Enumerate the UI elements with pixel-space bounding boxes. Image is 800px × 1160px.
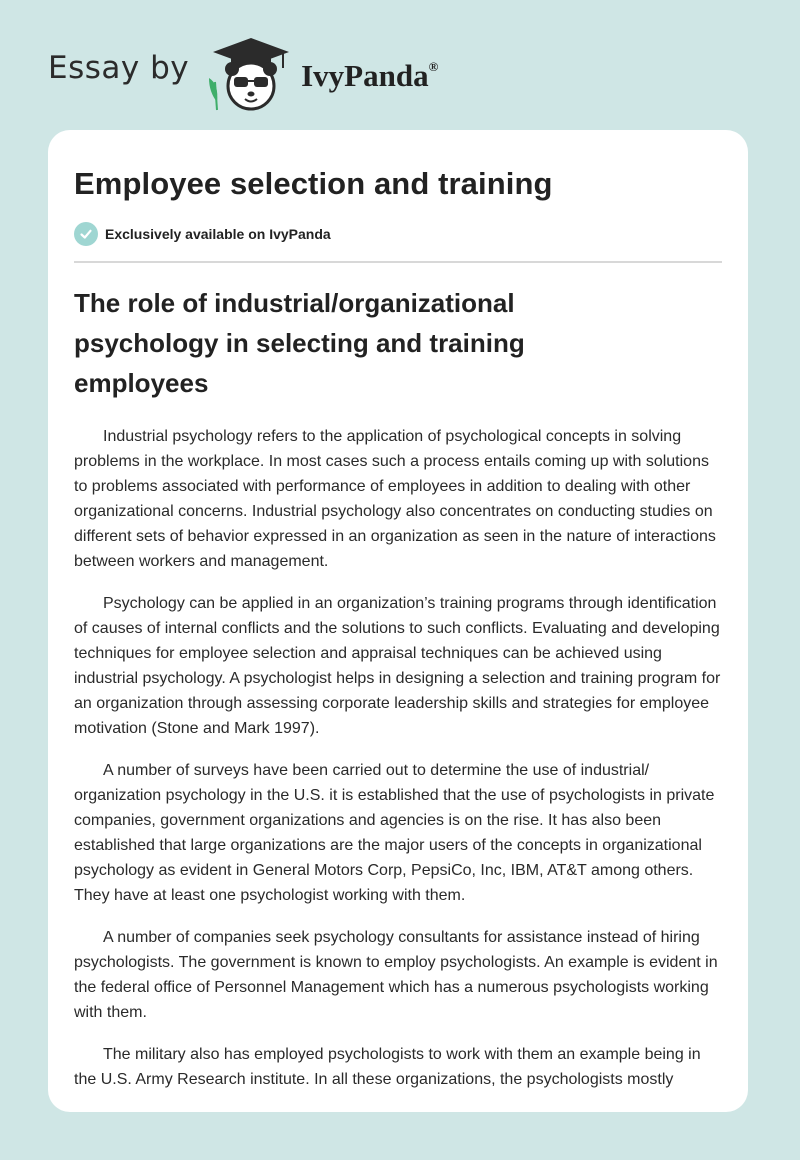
badge-label: Exclusively available on IvyPanda: [105, 226, 331, 242]
page-title: Employee selection and training: [74, 166, 553, 201]
essay-card: [48, 130, 748, 1112]
check-icon: [74, 222, 98, 246]
paragraph: Psychology can be applied in an organization’s training programs through identification of causes of internal conflicts and the solutions to such conflicts. Evaluating and developing techniques for employee selection and appraisal techniques can be achieved using industrial psychology. A psychologist helps in designing a selection and training program for an organization through assessing corporate leadership skills and strategies for employee motivation (Stone and Mark 1997).: [74, 595, 721, 737]
essay-body: [74, 424, 724, 1109]
paragraph: The military also has employed psychologists to work with them an example being in the U.S. Army Research institute. In all these organizations, the psychologists mostly: [74, 1046, 701, 1088]
paragraph: A number of companies seek psychology consultants for assistance instead of hiring psychologists. The government is known to employ psychologists. An example is evident in the federal office of Personnel Management which has a numerous psychologists working with them.: [74, 929, 718, 1021]
registered-mark: ®: [428, 58, 439, 74]
essay-by-label: Essay by: [48, 50, 190, 86]
section-heading: The role of industrial/organizational psychology in selecting and training employees: [74, 288, 525, 398]
paragraph: A number of surveys have been carried out to determine the use of industrial/ organization psychology in the U.S. it is established that the use of psychologists in private companies, government organizations and agencies is on the rise. It has also been established that large organizations are the major users of the concepts in organizational psychology as evident in General Motors Corp, PepsiCo, Inc, IBM, AT&T among others. They have at least one psychologist working with them.: [74, 762, 715, 904]
title-divider: [74, 261, 722, 263]
site-header: [48, 34, 438, 114]
exclusive-badge: [74, 222, 331, 246]
brand-name[interactable]: IvyPanda®: [301, 58, 439, 93]
panda-logo-icon[interactable]: [205, 36, 297, 112]
paragraph: Industrial psychology refers to the application of psychological concepts in solving problems in the workplace. In most cases such a process entails coming up with solutions to problems associated with performance of employees in addition to dealing with other organizational concerns. Industrial psychology also concentrates on conducting studies on different sets of behavior expressed in an organization as seen in the nature of interactions between workers and management.: [74, 428, 716, 570]
